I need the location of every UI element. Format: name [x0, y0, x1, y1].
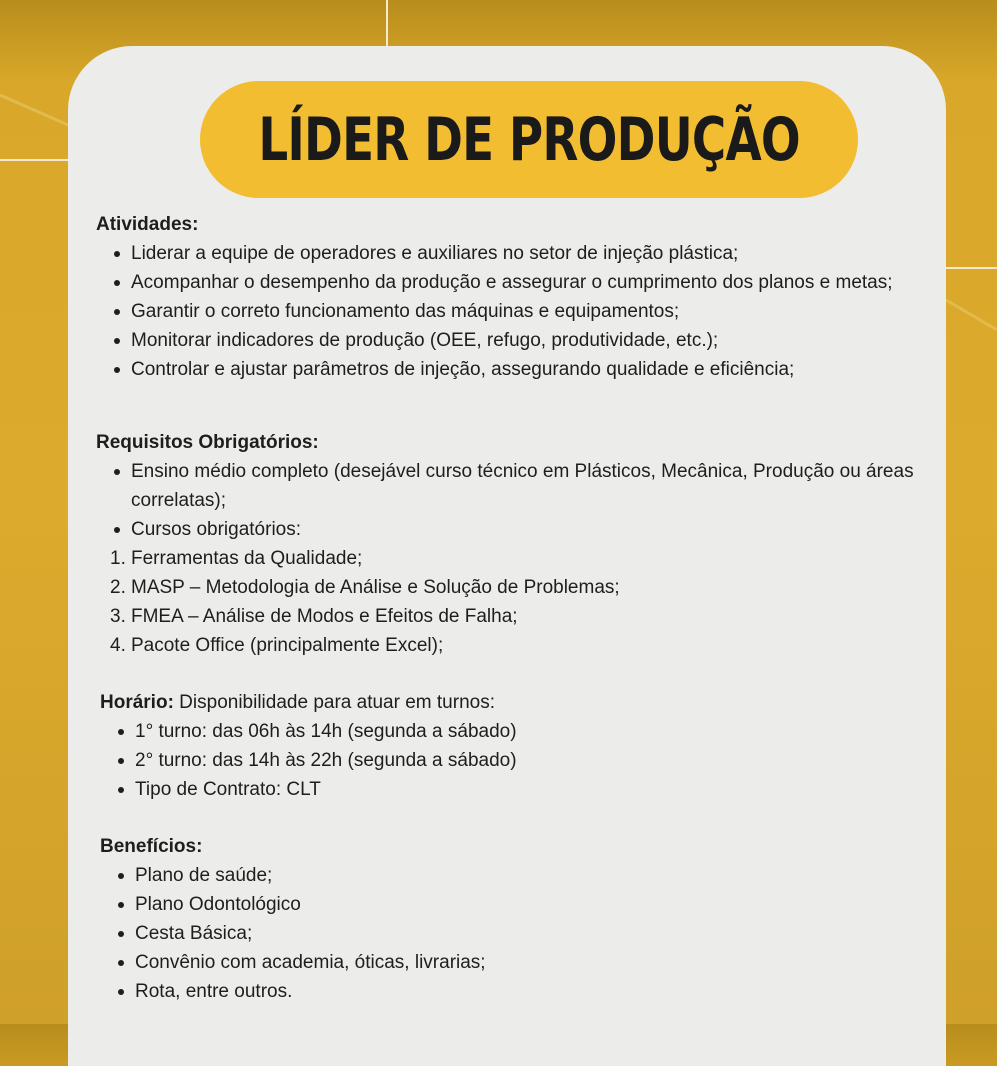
list-item: Cesta Básica; — [100, 919, 486, 948]
list-item: Plano Odontológico — [100, 890, 486, 919]
item-text: Ferramentas da Qualidade; — [131, 548, 363, 569]
numbered-item — [96, 631, 941, 660]
item-number: 2. — [110, 577, 126, 598]
numbered-item — [96, 602, 941, 631]
list-item: Cursos obrigatórios: — [96, 515, 941, 544]
section-heading: Atividades: — [96, 214, 199, 235]
item-number: 1. — [110, 548, 126, 569]
item-text: MASP – Metodologia de Análise e Solução de Problemas; — [131, 577, 620, 598]
list-item: Plano de saúde; — [100, 861, 486, 890]
section-heading: Benefícios: — [100, 836, 203, 857]
item-number: 4. — [110, 635, 126, 656]
list-item: Liderar a equipe de operadores e auxiliares no setor de injeção plástica; — [96, 239, 941, 268]
list-item: Controlar e ajustar parâmetros de injeção, assegurando qualidade e eficiência; — [96, 355, 941, 384]
title-banner — [200, 81, 858, 198]
item-number: 3. — [110, 606, 126, 627]
list-item: Acompanhar o desempenho da produção e assegurar o cumprimento dos planos e metas; — [96, 268, 941, 297]
list-item: Tipo de Contrato: CLT — [100, 775, 517, 804]
list-item: Convênio com academia, óticas, livrarias; — [100, 948, 486, 977]
horario-text: Disponibilidade para atuar em turnos: — [173, 692, 495, 713]
numbered-item — [96, 544, 941, 573]
horario-line — [100, 688, 517, 717]
list-item: Monitorar indicadores de produção (OEE, refugo, produtividade, etc.); — [96, 326, 941, 355]
horario-label: Horário: — [100, 692, 174, 713]
item-text: Pacote Office (principalmente Excel); — [131, 635, 444, 656]
section-atividades — [96, 210, 941, 384]
section-horario — [100, 688, 517, 804]
item-text: FMEA – Análise de Modos e Efeitos de Falha; — [131, 606, 518, 627]
section-beneficios — [100, 832, 486, 1006]
section-requisitos — [96, 428, 941, 660]
list-item: 1° turno: das 06h às 14h (segunda a sábado) — [100, 717, 517, 746]
section-heading: Requisitos Obrigatórios: — [96, 432, 319, 453]
numbered-item — [96, 573, 941, 602]
list-item: 2° turno: das 14h às 22h (segunda a sábado) — [100, 746, 517, 775]
list-item: Rota, entre outros. — [100, 977, 486, 1006]
list-item: Garantir o correto funcionamento das máquinas e equipamentos; — [96, 297, 941, 326]
list-item: Ensino médio completo (desejável curso técnico em Plásticos, Mecânica, Produção ou áreas correlatas); — [96, 457, 941, 515]
page-title: LÍDER DE PRODUÇÃO — [258, 104, 800, 175]
